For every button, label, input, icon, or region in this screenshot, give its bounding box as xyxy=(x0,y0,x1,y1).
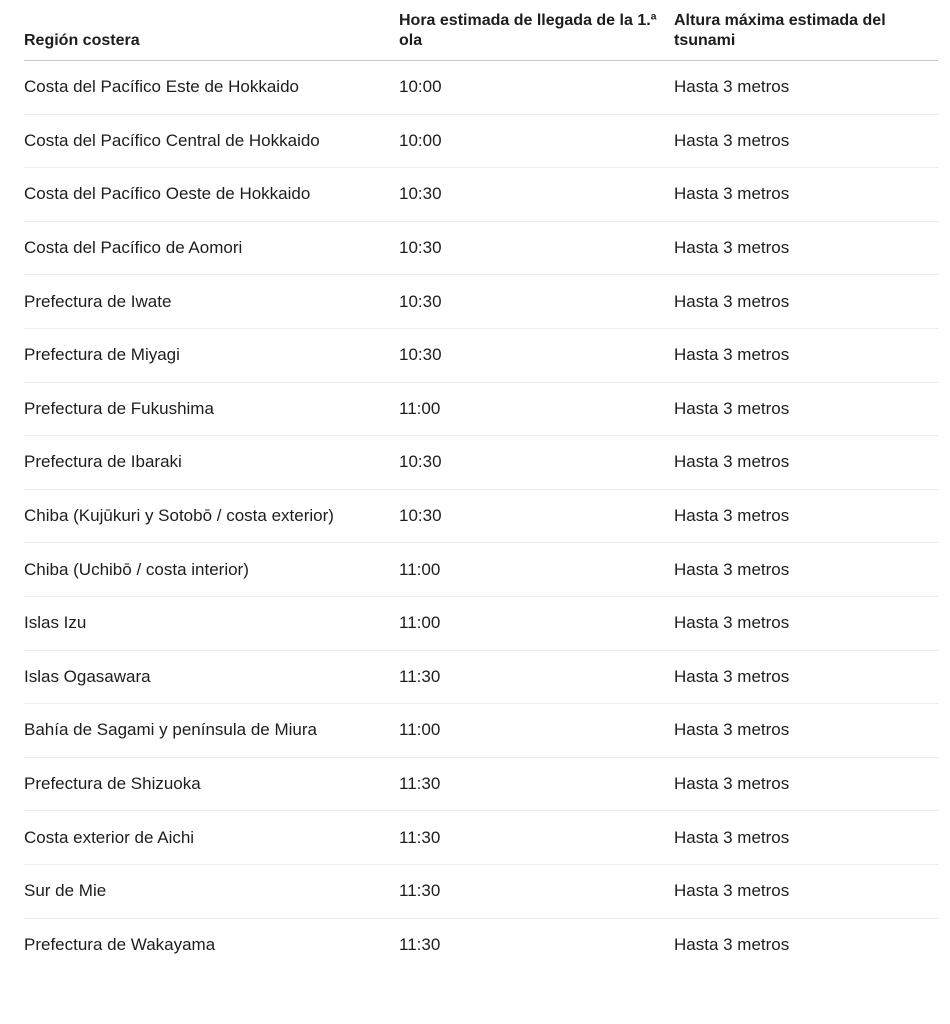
cell-max-height: Hasta 3 metros xyxy=(674,827,790,847)
cell-region: Bahía de Sagami y península de Miura xyxy=(24,720,317,740)
table-row xyxy=(24,222,938,276)
cell-max-height: Hasta 3 metros xyxy=(674,238,790,258)
cell-arrival-time: 11:00 xyxy=(399,720,441,740)
cell-arrival-time: 10:30 xyxy=(399,345,442,365)
cell-region: Prefectura de Miyagi xyxy=(24,345,180,365)
cell-max-height: Hasta 3 metros xyxy=(674,881,790,901)
tsunami-table xyxy=(24,12,938,972)
table-row xyxy=(24,275,938,329)
cell-max-height: Hasta 3 metros xyxy=(674,398,790,418)
cell-arrival-time: 11:30 xyxy=(399,881,441,901)
table-row xyxy=(24,597,938,651)
table-row xyxy=(24,704,938,758)
cell-max-height: Hasta 3 metros xyxy=(674,559,790,579)
cell-max-height: Hasta 3 metros xyxy=(674,506,790,526)
table-row xyxy=(24,61,938,115)
table-row xyxy=(24,490,938,544)
header-arrival-time: Hora estimada de llegada de la 1.ª ola xyxy=(399,12,657,49)
table-row xyxy=(24,543,938,597)
cell-max-height: Hasta 3 metros xyxy=(674,291,790,311)
table-row xyxy=(24,383,938,437)
cell-arrival-time: 11:30 xyxy=(399,827,441,847)
cell-region: Prefectura de Wakayama xyxy=(24,935,216,955)
cell-region: Prefectura de Fukushima xyxy=(24,398,214,418)
cell-arrival-time: 10:30 xyxy=(399,291,442,311)
table-row xyxy=(24,758,938,812)
table-body xyxy=(24,61,938,972)
cell-arrival-time: 11:30 xyxy=(399,666,441,686)
cell-region: Prefectura de Shizuoka xyxy=(24,774,201,794)
cell-region: Islas Izu xyxy=(24,613,87,633)
cell-region: Costa del Pacífico de Aomori xyxy=(24,238,243,258)
cell-max-height: Hasta 3 metros xyxy=(674,613,790,633)
cell-max-height: Hasta 3 metros xyxy=(674,77,790,97)
cell-max-height: Hasta 3 metros xyxy=(674,130,790,150)
cell-arrival-time: 11:30 xyxy=(399,774,441,794)
cell-region: Costa exterior de Aichi xyxy=(24,827,195,847)
cell-max-height: Hasta 3 metros xyxy=(674,720,790,740)
header-region: Región costera xyxy=(24,32,140,49)
table-row xyxy=(24,865,938,919)
cell-arrival-time: 10:00 xyxy=(399,77,442,97)
cell-max-height: Hasta 3 metros xyxy=(674,345,790,365)
cell-arrival-time: 10:30 xyxy=(399,238,442,258)
cell-arrival-time: 11:00 xyxy=(399,559,441,579)
cell-arrival-time: 10:30 xyxy=(399,452,442,472)
cell-region: Prefectura de Ibaraki xyxy=(24,452,182,472)
cell-region: Prefectura de Iwate xyxy=(24,291,172,311)
cell-max-height: Hasta 3 metros xyxy=(674,666,790,686)
table-row xyxy=(24,811,938,865)
cell-region: Costa del Pacífico Oeste de Hokkaido xyxy=(24,184,311,204)
cell-region: Costa del Pacífico Este de Hokkaido xyxy=(24,77,299,97)
cell-arrival-time: 11:30 xyxy=(399,935,441,955)
table-row xyxy=(24,115,938,169)
table-row xyxy=(24,436,938,490)
table-row xyxy=(24,651,938,705)
cell-max-height: Hasta 3 metros xyxy=(674,774,790,794)
cell-max-height: Hasta 3 metros xyxy=(674,935,790,955)
table-row xyxy=(24,919,938,973)
cell-arrival-time: 10:30 xyxy=(399,506,442,526)
cell-region: Islas Ogasawara xyxy=(24,666,151,686)
cell-arrival-time: 11:00 xyxy=(399,613,441,633)
cell-arrival-time: 11:00 xyxy=(399,398,441,418)
cell-arrival-time: 10:30 xyxy=(399,184,442,204)
cell-max-height: Hasta 3 metros xyxy=(674,184,790,204)
cell-region: Chiba (Uchibō / costa interior) xyxy=(24,559,249,579)
table-row xyxy=(24,168,938,222)
cell-arrival-time: 10:00 xyxy=(399,130,442,150)
table-row xyxy=(24,329,938,383)
cell-max-height: Hasta 3 metros xyxy=(674,452,790,472)
table-header xyxy=(24,12,938,61)
cell-region: Chiba (Kujūkuri y Sotobō / costa exterior) xyxy=(24,506,334,526)
cell-region: Sur de Mie xyxy=(24,881,107,901)
cell-region: Costa del Pacífico Central de Hokkaido xyxy=(24,130,320,150)
header-max-height: Altura máxima estimada del tsunami xyxy=(674,12,886,49)
